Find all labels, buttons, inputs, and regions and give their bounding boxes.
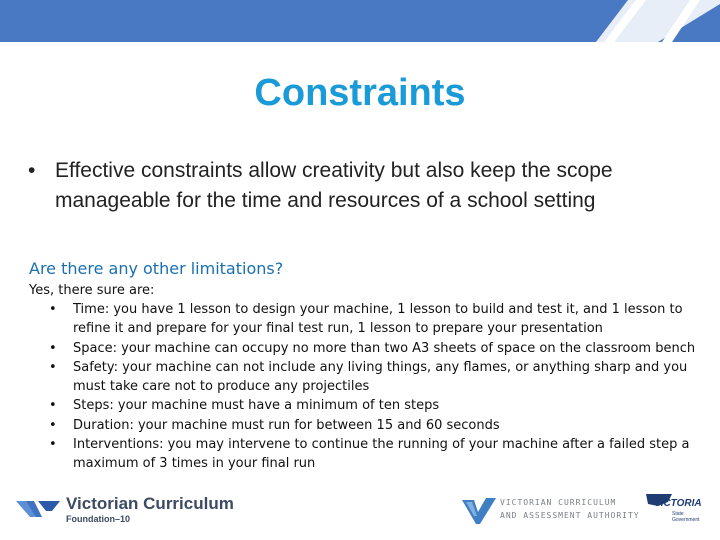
vcaa-line1: VICTORIAN CURRICULUM (500, 498, 617, 507)
list-item (29, 435, 699, 474)
limitations-heading: Are there any other limitations? (29, 259, 284, 278)
bullet-marker: • (49, 437, 57, 453)
list-item-text: Space: your machine can occupy no more than two A3 sheets of space on the classroom bench (73, 340, 696, 356)
list-item-text: Steps: your machine must have a minimum of ten steps (73, 398, 440, 414)
list-item (29, 300, 699, 339)
list-item-text: Interventions: you may intervene to continue the running of your machine after a failed step a maximum of 3 times in your final run (73, 437, 690, 472)
bullet-marker: • (49, 302, 57, 317)
vcaa-logo (462, 492, 640, 528)
victorian-curriculum-logo (16, 494, 256, 526)
list-item-text: Time: you have 1 lesson to design your machine, 1 lesson to build and test it, and 1 lesson to refine it and prepare for your final test run, 1 lesson to prepare your presentation (73, 302, 683, 337)
bullet-marker: • (49, 398, 57, 414)
list-item (29, 339, 699, 358)
bullet-marker: • (49, 340, 57, 356)
vcaa-check-icon (462, 494, 496, 526)
list-item (29, 416, 699, 435)
bullet-marker: • (28, 159, 36, 182)
vc-logo-name: Victorian Curriculum (66, 494, 234, 513)
list-item (29, 396, 699, 415)
main-bullet-text: Effective constraints allow creativity but also keep the scope manageable for the time and resources of a school setting (55, 159, 613, 212)
vc-logo-sub: Foundation–10 (66, 514, 131, 524)
main-bullet (28, 156, 708, 216)
slide-title: Constraints (254, 72, 466, 114)
limitations-list (29, 300, 699, 474)
limitations-intro: Yes, there sure are: (29, 283, 155, 298)
bullet-marker: • (49, 359, 57, 375)
vc-chevron-icon (16, 497, 62, 523)
vicgov-name: VICTORIA (654, 498, 702, 509)
header-band (0, 0, 720, 42)
list-item-text: Duration: your machine must run for between 15 and 60 seconds (73, 417, 500, 433)
bullet-marker: • (49, 417, 57, 433)
list-item (29, 358, 699, 397)
list-item-text: Safety: your machine can not include any living things, any flames, or anything sharp and you must take care not to produce any projectiles (73, 359, 688, 395)
victoria-state-government-logo (644, 490, 710, 530)
vcaa-line2: AND ASSESSMENT AUTHORITY (500, 511, 640, 520)
vicgov-sub: State Government (672, 511, 700, 523)
limitations-section (29, 258, 699, 474)
